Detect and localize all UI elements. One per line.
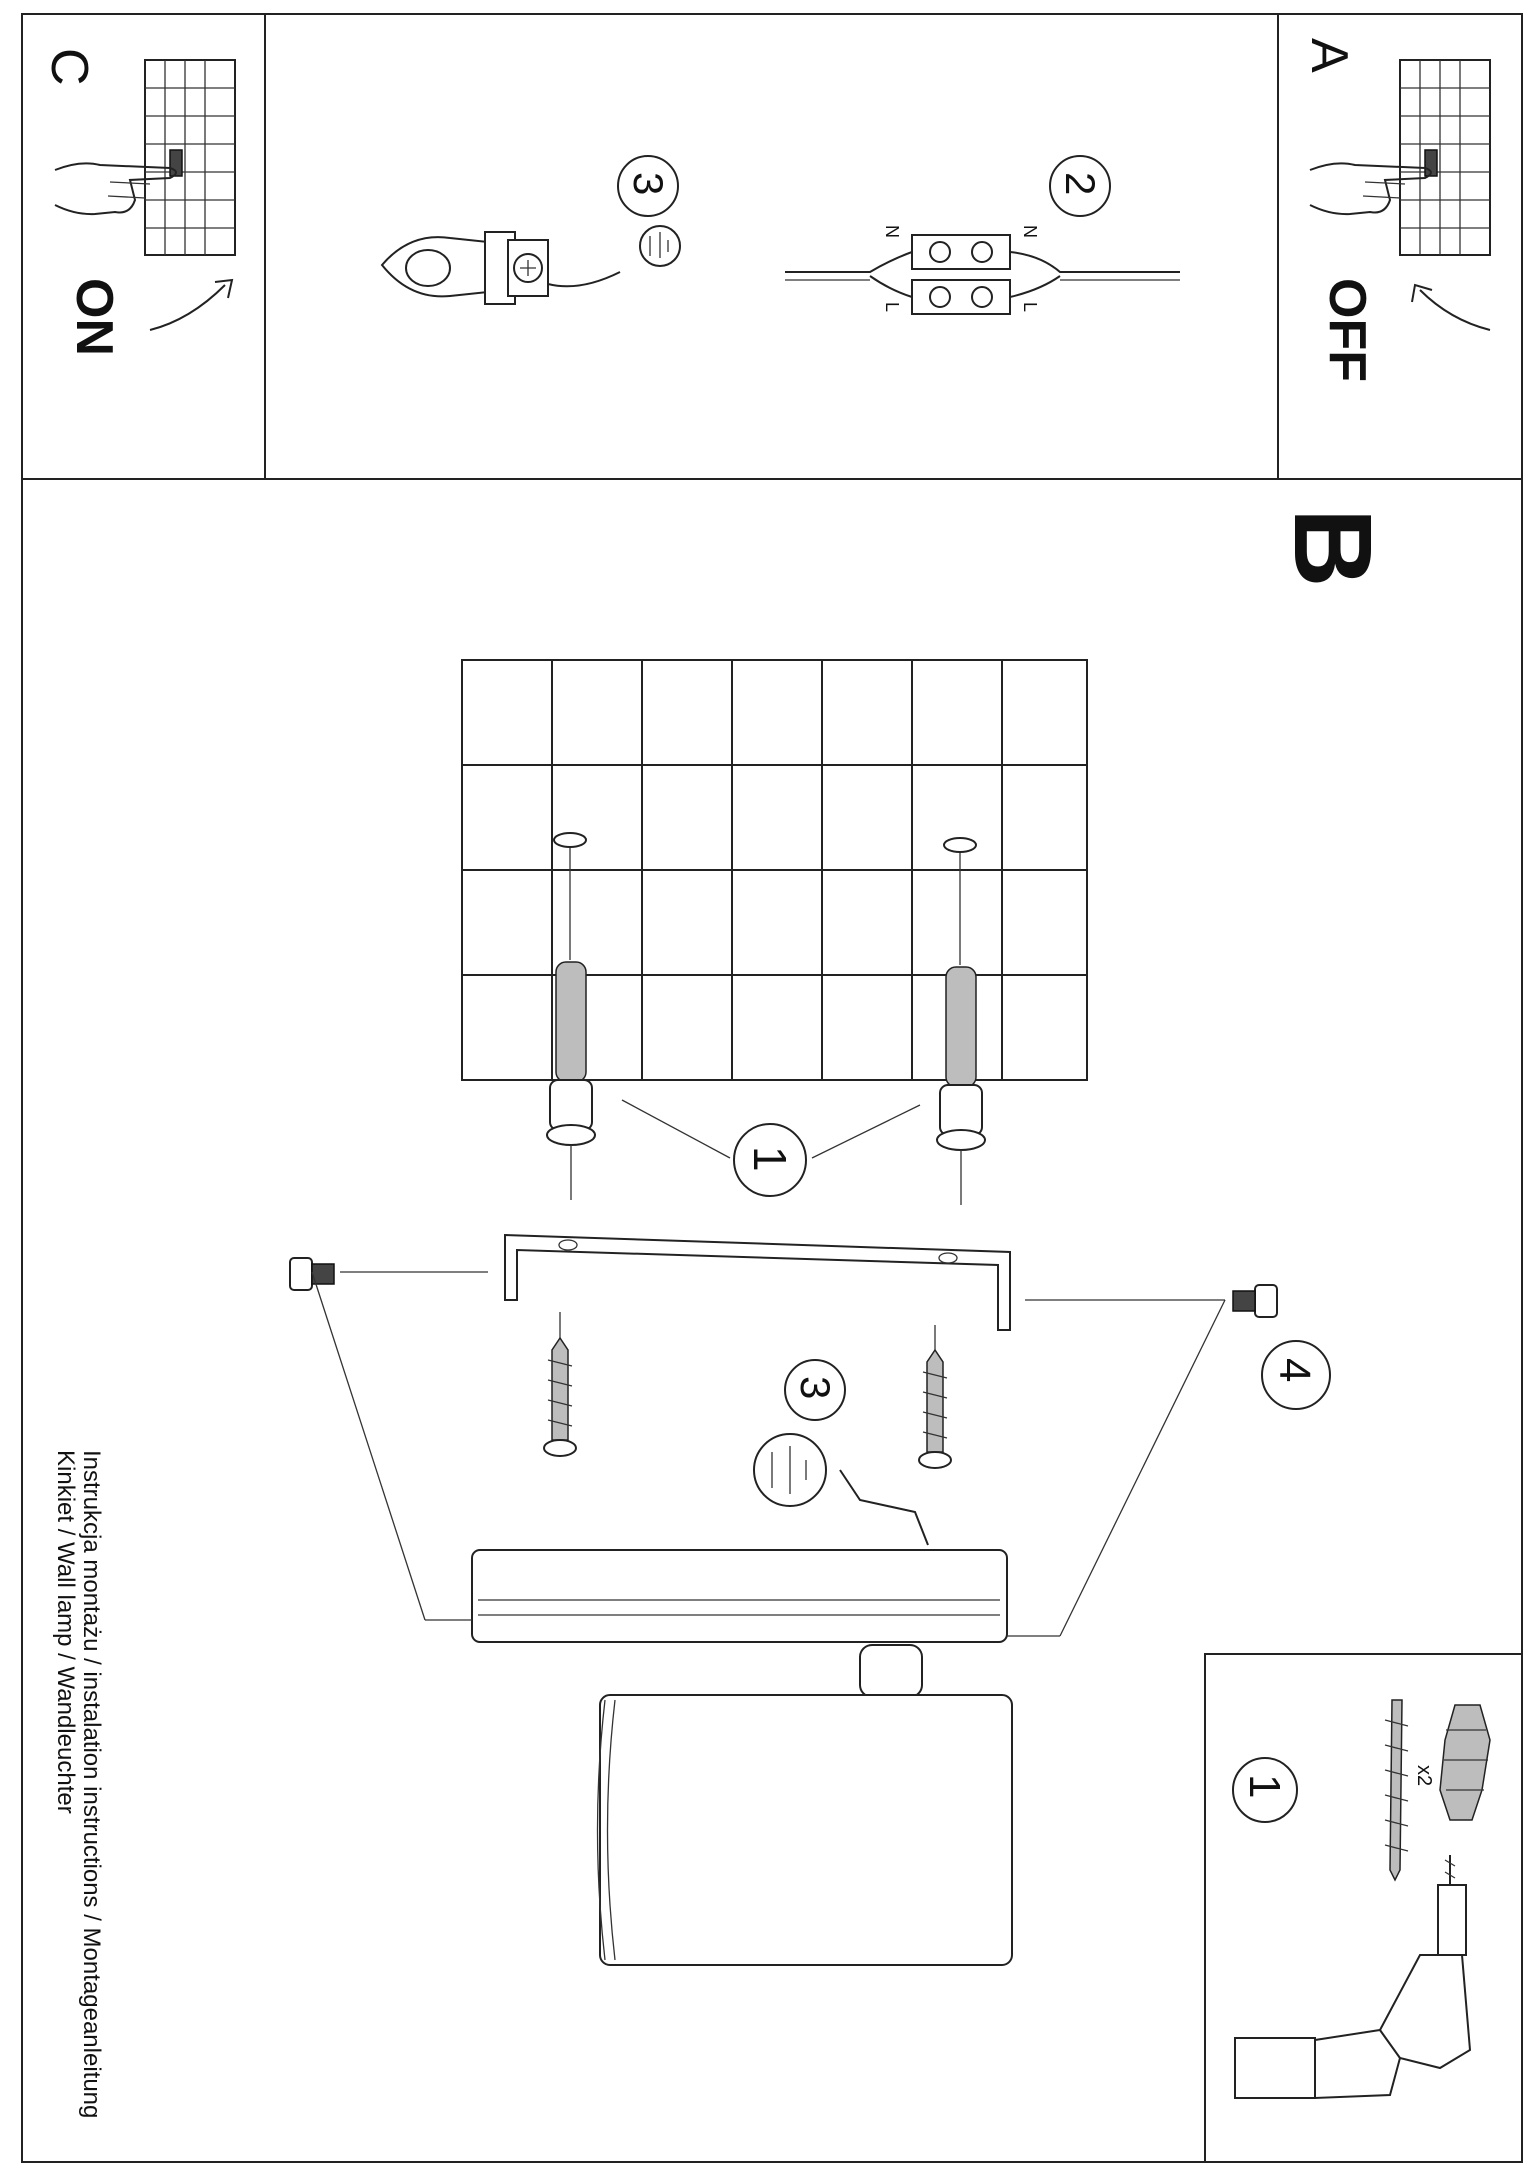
curved-arrow-icon	[150, 280, 232, 330]
panel-c-letter: C	[40, 48, 98, 86]
quantity-label: x2	[1413, 1765, 1435, 1787]
caption-line1: Instrukcja montażu / instalation instructions / Montageanleitung	[78, 1450, 105, 2119]
step-1-callout	[622, 1100, 920, 1196]
panel-a-letter: A	[1300, 38, 1358, 73]
tools-panel	[1233, 1700, 1490, 2098]
connector-block-detail	[785, 156, 1180, 314]
tools-step-number: 1	[1240, 1774, 1289, 1799]
screw-icon	[1385, 1700, 1408, 1880]
panel-a-state: OFF	[1318, 278, 1376, 382]
curved-arrow-icon	[1412, 285, 1490, 330]
caption-line2: Kinkiet / Wall lamp / Wandleuchter	[52, 1450, 79, 1814]
wall-plug-icon	[1440, 1705, 1490, 1820]
earth-callout	[754, 1360, 928, 1545]
neutral-label-left: N	[882, 225, 902, 238]
live-label-right: L	[1020, 302, 1040, 313]
neutral-label-right: N	[1020, 225, 1040, 238]
panel-c	[40, 48, 235, 356]
step-3-number-main: 3	[792, 1376, 839, 1400]
live-label-left: L	[882, 302, 902, 313]
panel-a	[1300, 38, 1490, 382]
step-1-number: 1	[744, 1146, 796, 1172]
earth-terminal-detail	[382, 156, 680, 304]
panel-b-letter: B	[1271, 508, 1394, 588]
step-4-number: 4	[1270, 1358, 1319, 1383]
fuse-box-icon	[145, 60, 235, 255]
step-2-number: 2	[1057, 172, 1104, 196]
mounting-bracket	[505, 1235, 1010, 1330]
fixing-screw-right	[1025, 1285, 1277, 1317]
wood-screw-right	[919, 1325, 951, 1468]
drill-icon	[1235, 1855, 1470, 2098]
fixing-screw-left	[290, 1258, 488, 1290]
step-3-number: 3	[625, 172, 672, 196]
panel-c-state: ON	[65, 278, 123, 356]
fuse-box-icon	[1400, 60, 1490, 255]
lamp-body	[598, 1645, 1013, 1965]
wood-screw-left	[544, 1312, 576, 1456]
lamp-base	[312, 1272, 1225, 1642]
